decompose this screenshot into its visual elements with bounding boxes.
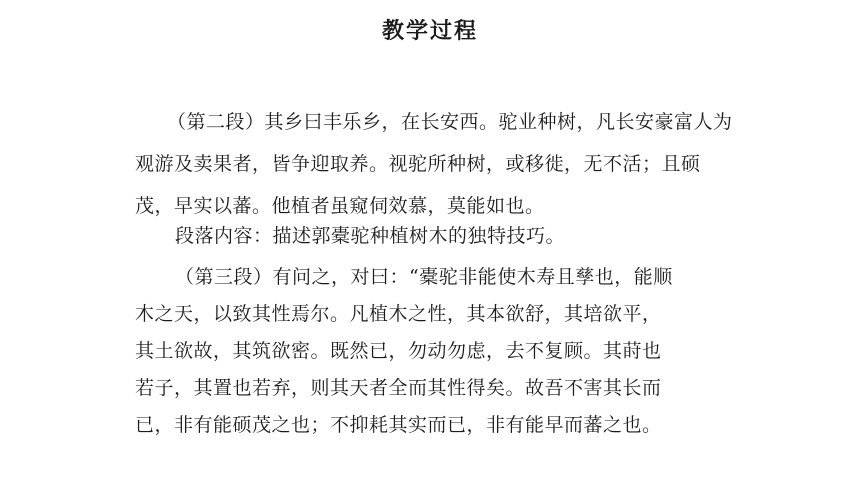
paragraph-summary: 段落内容：描述郭橐驼种植树木的独特技巧。 (175, 225, 566, 247)
paragraph-line: （第三段）有问之，对曰：“橐驼非能使木寿且孳也，能顺 (175, 266, 673, 288)
paragraph-line: 木之天，以致其性焉尔。凡植木之性，其本欲舒，其培欲平， (135, 303, 662, 325)
paragraph-section-3 (135, 259, 735, 444)
paragraph-line: （第二段）其乡曰丰乐乡，在长安西。驼业种树，凡长安豪富人为 (167, 111, 733, 133)
paragraph-section-2 (135, 101, 775, 227)
paragraph-line: 其土欲故，其筑欲密。既然已，勿动勿虑，去不复顾。其莳也 (135, 340, 662, 362)
paragraph-line: 茂，早实以蕃。他植者虽窥伺效慕，莫能如也。 (135, 195, 545, 217)
paragraph-line: 观游及卖果者，皆争迎取养。视驼所种树，或移徙，无不活；且硕 (135, 153, 701, 175)
page-title: 教学过程 (381, 18, 478, 44)
paragraph-line: 若子，其置也若弃，则其天者全而其性得矣。故吾不害其长而 (135, 377, 662, 399)
paragraph-line: 已，非有能硕茂之也；不抑耗其实而已，非有能早而蕃之也。 (135, 414, 662, 436)
